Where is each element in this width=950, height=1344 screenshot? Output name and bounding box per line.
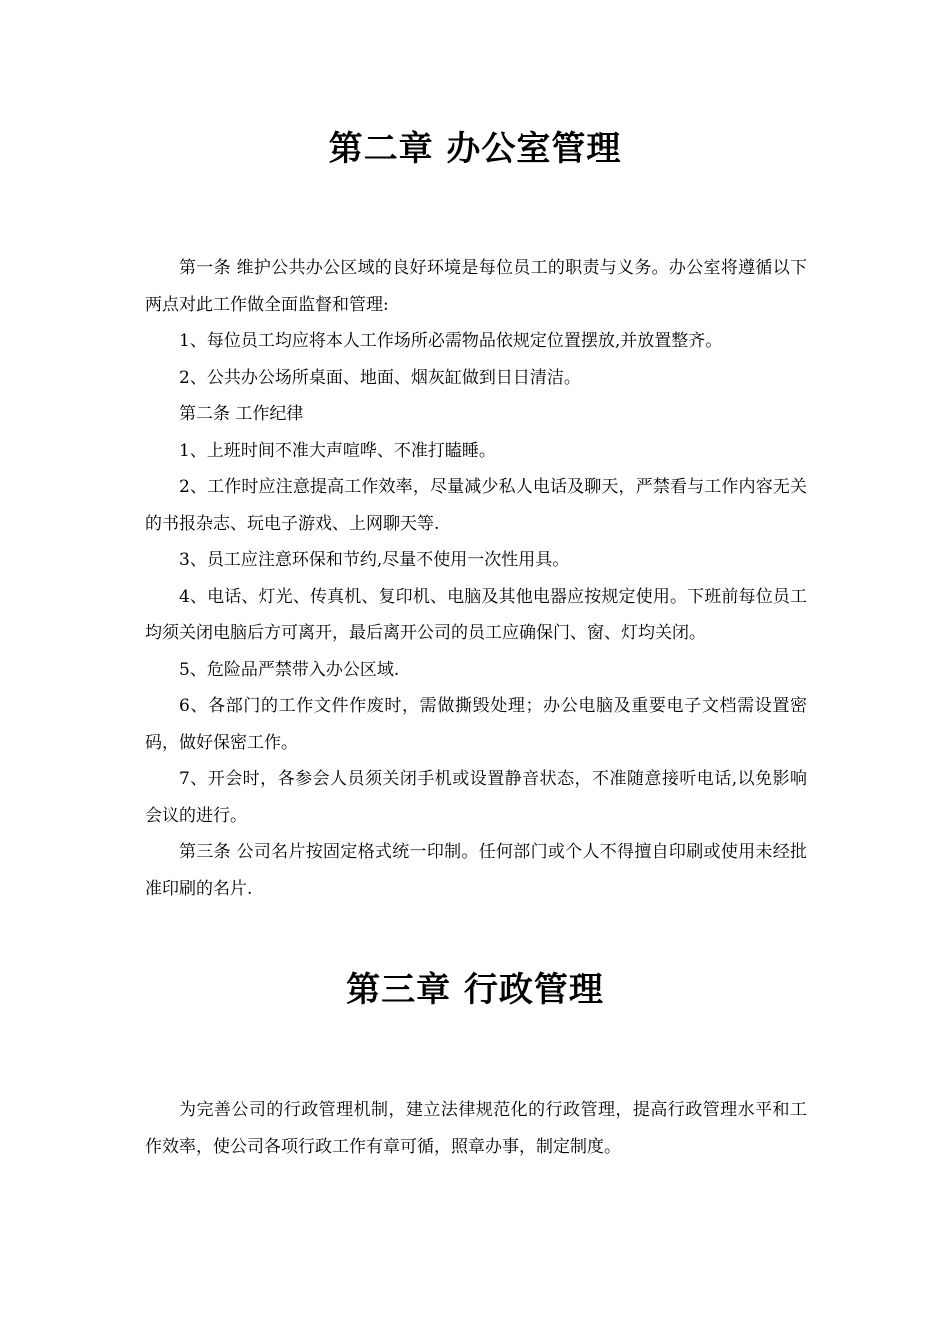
article-3-paragraph: 第三条 公司名片按固定格式统一印制。任何部门或个人不得擅自印刷或使用未经批准印刷的名片. [145,842,807,899]
chapter-2-body [145,250,807,907]
chapter-3-body [145,1092,807,1165]
article-2-item-2: 2、工作时应注意提高工作效率，尽量减少私人电话及聊天，严禁看与工作内容无关的书报杂志、玩电子游戏、上网聊天等. [145,477,807,534]
chapter-2-title: 第二章 办公室管理 [328,129,622,169]
article-1-item-1: 1、每位员工均应将本人工作场所必需物品依规定位置摆放,并放置整齐。 [179,331,723,351]
chapter-3-intro-paragraph: 为完善公司的行政管理机制，建立法律规范化的行政管理，提高行政管理水平和工作效率，使公司各项行政工作有章可循，照章办事，制定制度。 [145,1100,807,1157]
article-2-item-4: 4、电话、灯光、传真机、复印机、电脑及其他电器应按规定使用。下班前每位员工均须关闭电脑后方可离开，最后离开公司的员工应确保门、窗、灯均关闭。 [145,586,807,643]
chapter-3-title: 第三章 行政管理 [346,970,604,1010]
article-2-item-7: 7、开会时，各参会人员须关闭手机或设置静音状态，不准随意接听电话,以免影响会议的进行。 [145,769,807,826]
article-1-paragraph: 第一条 维护公共办公区域的良好环境是每位员工的职责与义务。办公室将遵循以下两点对此工作做全面监督和管理: [145,258,807,315]
article-2-heading: 第二条 工作纪律 [179,404,304,424]
article-1-item-2: 2、公共办公场所桌面、地面、烟灰缸做到日日清洁。 [179,367,581,388]
article-2-item-3: 3、员工应注意环保和节约,尽量不使用一次性用具。 [179,550,570,570]
article-2-item-1: 1、上班时间不准大声喧哗、不准打瞌睡。 [179,440,496,461]
article-2-item-5: 5、危险品严禁带入办公区域. [179,659,400,680]
article-2-item-6: 6、各部门的工作文件作废时，需做撕毁处理；办公电脑及重要电子文档需设置密码，做好保密工作。 [145,696,807,753]
